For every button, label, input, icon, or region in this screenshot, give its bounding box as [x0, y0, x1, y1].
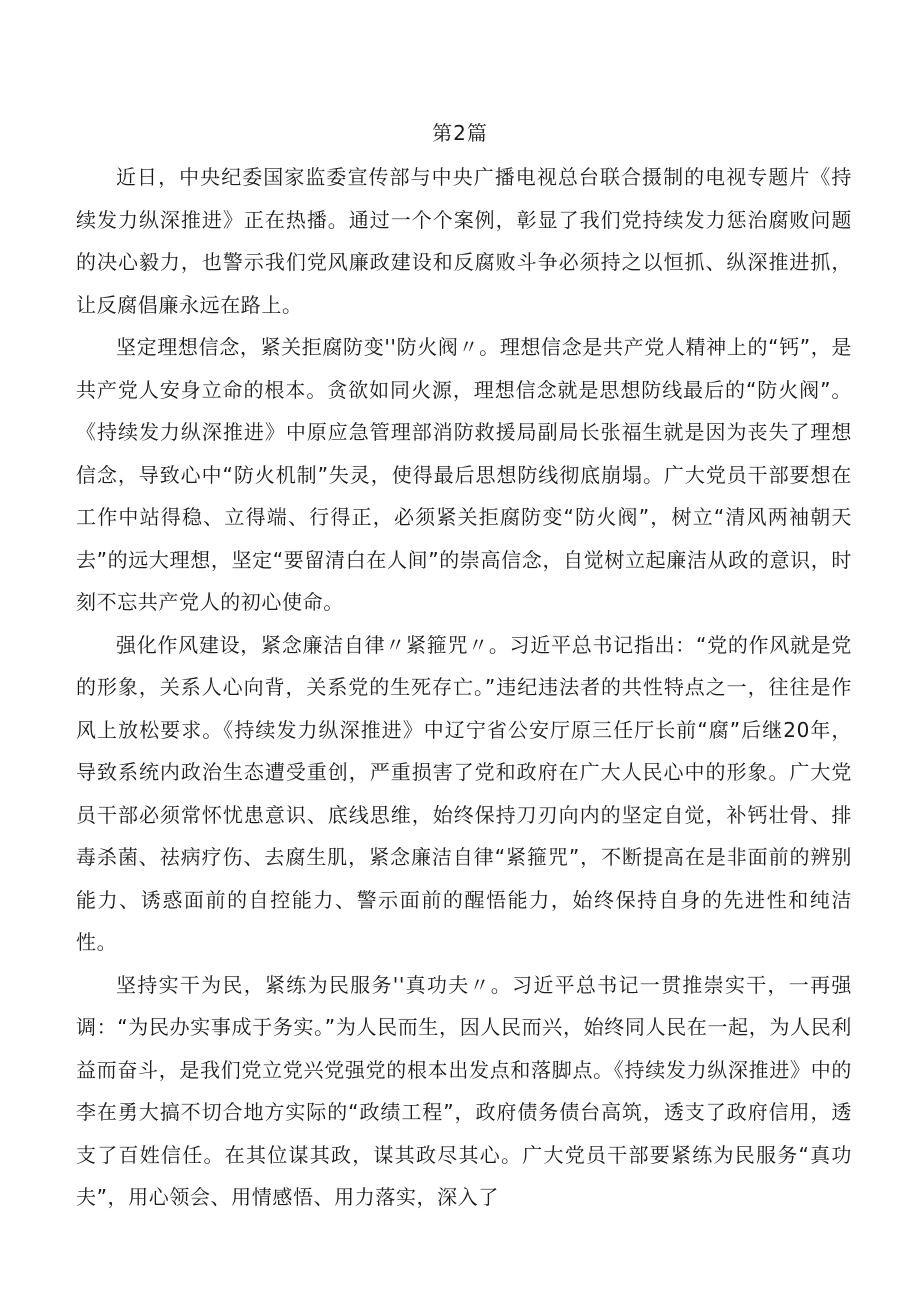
paragraph-4: 坚持实干为民，紧练为民服务''真功夫〃。习近平总书记一贯推崇实干，一再强调：“为民办实事成于务实。”为人民而生，因人民而兴，始终同人民在一起，为人民利益而奋斗，是我们党立党兴党强党的根本出发点和落脚点。《持续发力纵深推进》中的李在勇大搞不切合地方实际的“政绩工程”，政府债务债台高筑，透支了政府信用，透支了百姓信任。在其位谋其政，谋其政尽其心。广大党员干部要紧练为民服务“真功夫”，用心领会、用情感悟、用力落实，深入了 — [76, 972, 852, 1209]
paragraph-2: 坚定理想信念，紧关拒腐防变''防火阀〃。理想信念是共产党人精神上的“钙”，是共产党人安身立命的根本。贪欲如同火源，理想信念就是思想防线最后的“防火阀”。《持续发力纵深推进》中原应急管理部消防救援局副局长张福生就是因为丧失了理想信念，导致心中“防火机制”失灵，使得最后思想防线彻底崩塌。广大党员干部要想在工作中站得稳、立得端、行得正，必须紧关拒腐防变“防火阀”，树立“清风两袖朝天去”的远大理想，坚定“要留清白在人间”的崇高信念，自觉树立起廉洁从政的意识，时刻不忘共产党人的初心使命。 — [76, 335, 852, 614]
document-body — [76, 156, 852, 1219]
document-title: 第2篇 — [432, 121, 488, 145]
paragraph-1: 近日，中央纪委国家监委宣传部与中央广播电视总台联合摄制的电视专题片《持续发力纵深推进》正在热播。通过一个个案例，彰显了我们党持续发力惩治腐败问题的决心毅力，也警示我们党风廉政建设和反腐败斗争必须持之以恒抓、纵深推进抓，让反腐倡廉永远在路上。 — [76, 165, 852, 317]
paragraph-3: 强化作风建设，紧念廉洁自律〃紧箍咒〃。习近平总书记指出：“党的作风就是党的形象，关系人心向背，关系党的生死存亡。”违纪违法者的共性特点之一，往往是作风上放松要求。《持续发力纵深推进》中辽宁省公安厅原三任厅长前“腐”后继20年，导致系统内政治生态遭受重创，严重损害了党和政府在广大人民心中的形象。广大党员干部必须常怀忧患意识、底线思维，始终保持刀刃向内的坚定自觉，补钙壮骨、排毒杀菌、祛病疗伤、去腐生肌，紧念廉洁自律“紧箍咒”，不断提高在是非面前的辨别能力、诱惑面前的自控能力、警示面前的醒悟能力，始终保持自身的先进性和纯洁性。 — [76, 632, 852, 954]
